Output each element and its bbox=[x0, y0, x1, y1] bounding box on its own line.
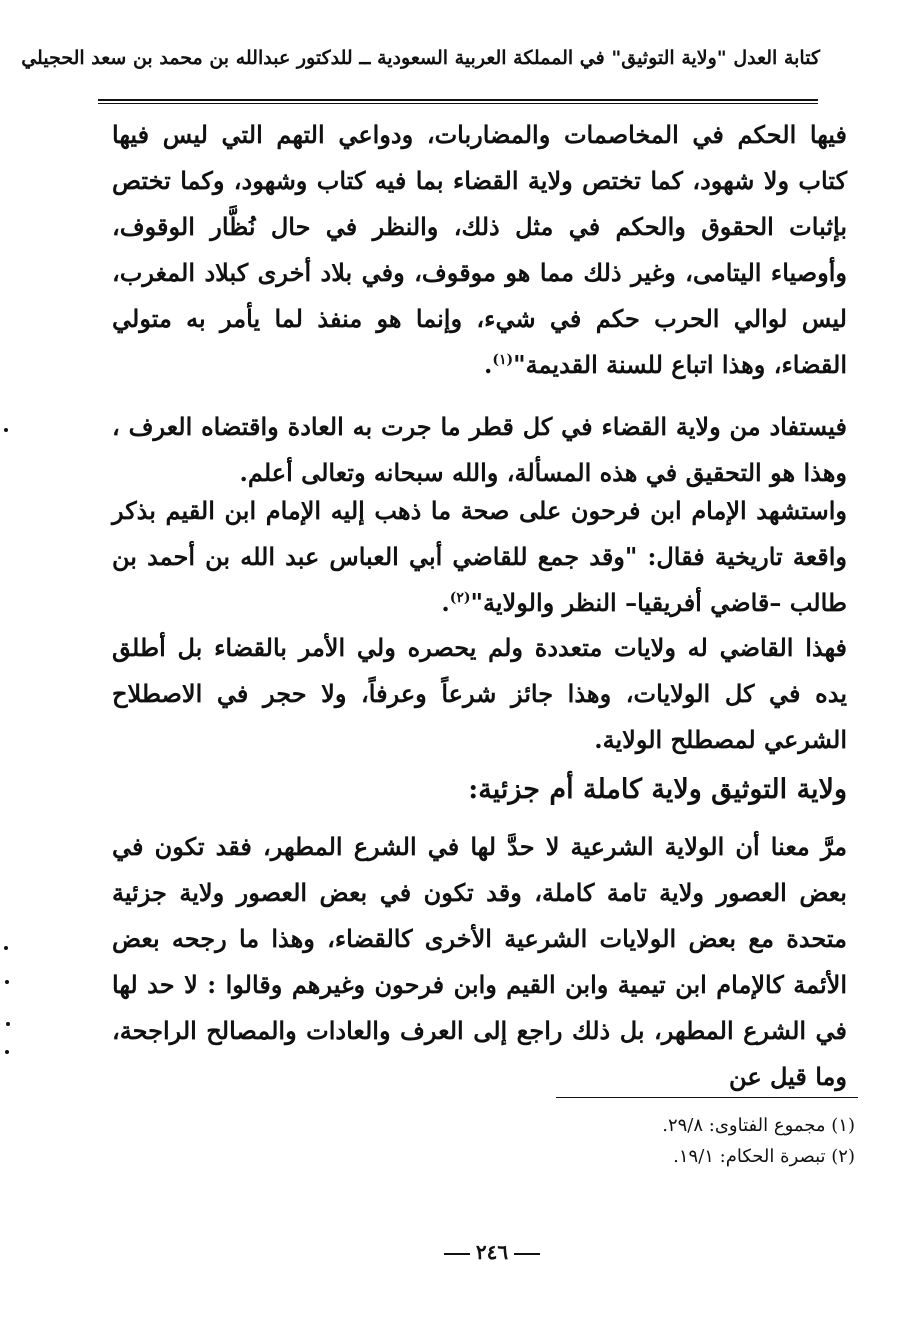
running-header: كتابة العدل "ولاية التوثيق" في المملكة العربية السعودية ــ للدكتور عبدالله بن محمد بن سعد الحجيلي bbox=[21, 47, 820, 69]
footnote-1: (١) مجموع الفتاوى: ٢٩/٨. bbox=[662, 1115, 855, 1136]
paragraph-1 bbox=[112, 112, 847, 388]
paragraph-1-text: فيها الحكم في المخاصمات والمضاربات، ودواعي التهم التي ليس فيها كتاب ولا شهود، كما تختص ولاية القضاء بما فيه كتاب وشهود، وكما تختص بإثبات الحقوق والحكم في مثل ذلك، والنظر في حال نُظَّار الوقوف، وأوصياء اليتامى، وغير ذلك مما هو موقوف، وفي بلاد أخرى كبلاد المغرب، ليس لوالي الحرب حكم في شيء، وإنما هو منفذ لما يأمر به متولي القضاء، وهذا اتباع للسنة القديمة" bbox=[112, 120, 847, 379]
paragraph-1-end: . bbox=[484, 350, 493, 379]
scan-speck bbox=[5, 1050, 9, 1054]
footnote-separator bbox=[556, 1097, 858, 1098]
paragraph-4: فهذا القاضي له ولايات متعددة ولم يحصره ولي الأمر بالقضاء بل أطلق يده في كل الولايات، وهذا جائز شرعاً وعرفاً، ولا حجر في الاصطلاح الشرعي لمصطلح الولاية. bbox=[112, 633, 847, 754]
paragraph-3-text: واستشهد الإمام ابن فرحون على صحة ما ذهب إليه الإمام ابن القيم بذكر واقعة تاريخية فقال: "وقد جمع للقاضي أبي العباس عبد الله بن أحمد بن طالب –قاضي أفريقيا– النظر والولاية" bbox=[112, 496, 847, 617]
paragraph-2: فيستفاد من ولاية القضاء في كل قطر ما جرت به العادة واقتضاه العرف ، وهذا هو التحقيق في هذه المسألة، والله سبحانه وتعالى أعلم. bbox=[112, 412, 847, 487]
page-number-value: ٢٤٦ bbox=[475, 1240, 509, 1264]
scan-speck bbox=[4, 946, 8, 950]
scan-speck bbox=[6, 1022, 10, 1026]
paragraph-3-end: . bbox=[441, 588, 450, 617]
scan-speck bbox=[5, 980, 9, 984]
section-heading: ولاية التوثيق ولاية كاملة أم جزئية: bbox=[468, 774, 847, 805]
footnote-ref-2: (٢) bbox=[449, 590, 471, 606]
paragraph-3 bbox=[112, 488, 847, 626]
page-number-dash-left bbox=[444, 1253, 470, 1255]
footnote-2: (٢) تبصرة الحكام: ١٩/١. bbox=[673, 1146, 855, 1167]
header-rule-thick bbox=[98, 99, 818, 101]
footnotes bbox=[500, 1110, 855, 1172]
page-number bbox=[407, 1240, 577, 1264]
page-number-dash-right bbox=[514, 1253, 540, 1255]
footnote-ref-1: (١) bbox=[492, 352, 514, 368]
header-rule-thin bbox=[98, 103, 818, 104]
scan-speck bbox=[4, 428, 8, 432]
paragraph-5: مرَّ معنا أن الولاية الشرعية لا حدَّ لها في الشرع المطهر، فقد تكون في بعض العصور ولاية تامة كاملة، وقد تكون في بعض العصور ولاية جزئية متحدة مع بعض الولايات الشرعية الأخرى كالقضاء، وهذا ما رجحه بعض الأئمة كالإمام ابن تيمية وابن القيم وابن فرحون وغيرهم وقالوا : لا حد لها في الشرع المطهر، بل ذلك راجع إلى العرف والعادات والمصالح الراجحة، وما قيل عن bbox=[112, 832, 847, 1091]
